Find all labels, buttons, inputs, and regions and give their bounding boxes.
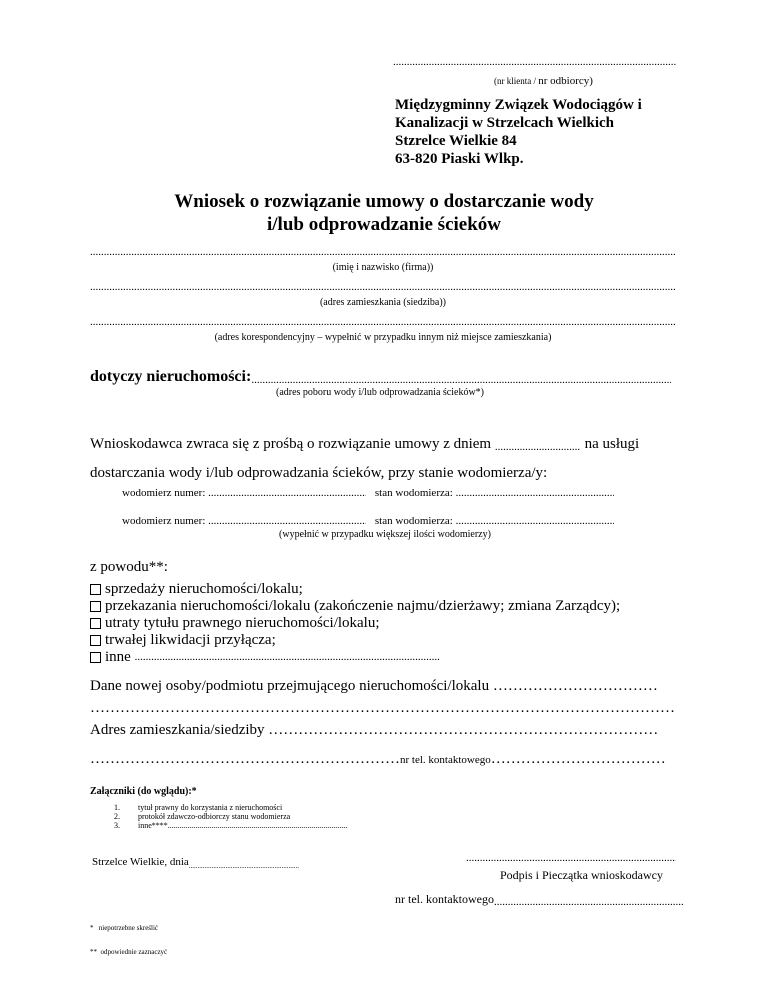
- property-label: dotyczy nieruchomości:: [90, 368, 252, 385]
- request-line-2: dostarczania wody i/lub odprowadzania ścieków, przy stanie wodomierza/y:: [90, 465, 548, 481]
- attachment-item: 3. inne****.....: [114, 821, 348, 830]
- applicant-phone-row: nr tel. kontaktowego.....: [395, 890, 684, 908]
- correspondence-field[interactable]: [90, 316, 676, 330]
- meter-state-field-1[interactable]: [456, 487, 614, 499]
- meter-state-field-2[interactable]: [456, 515, 614, 527]
- new-owner-label: Dane nowej osoby/podmiotu przejmującego nieruchomości/lokalu: [90, 678, 490, 694]
- recipient-line-2: Kanalizacji w Strzelcach Wielkich: [395, 115, 615, 131]
- reason-title-loss[interactable]: utraty tytułu prawnego nieruchomości/lokalu;: [90, 615, 620, 632]
- meter-number-field-1[interactable]: [208, 487, 366, 499]
- reasons-list: [90, 581, 620, 666]
- attachments-list: [114, 803, 348, 830]
- property-field[interactable]: [251, 374, 671, 386]
- new-owner-row-2: [90, 700, 678, 717]
- new-owner-address-field-2[interactable]: [90, 751, 400, 768]
- footnote-2: ** odpowiednie zaznaczyć: [90, 948, 168, 956]
- reason-liquidation[interactable]: trwałej likwidacji przyłącza;: [90, 632, 620, 649]
- attachment-item: 2. protokół zdawczo-odbiorczy stanu wodomierza: [114, 812, 291, 821]
- property-caption: (adres poboru wody i/lub odprowadzania ścieków*): [276, 387, 484, 398]
- meters-note: (wypełnić w przypadku większej ilości wodomierzy): [279, 529, 491, 540]
- reason-other[interactable]: inne .....: [90, 649, 620, 666]
- reason-other-field[interactable]: [135, 649, 440, 666]
- new-owner-phone-row: [90, 751, 678, 768]
- new-owner-phone-field[interactable]: [491, 751, 666, 768]
- new-owner-field[interactable]: [493, 678, 658, 695]
- request-line-1: Wnioskodawca zwraca się z prośbą o rozwiązanie umowy z dniem ..... na usługi: [90, 436, 639, 453]
- recipient-address: [395, 96, 642, 168]
- meter-number-field-2[interactable]: [208, 515, 366, 527]
- checkbox-icon[interactable]: [90, 601, 101, 612]
- new-owner-address-field[interactable]: [268, 722, 658, 739]
- recipient-line-4: 63-820 Piaski Wlkp.: [395, 151, 524, 167]
- recipient-line-3: Stzrelce Wielkie 84: [395, 133, 517, 149]
- attachments-heading: Załączniki (do wglądu):*: [90, 786, 197, 797]
- property-row: [90, 368, 676, 386]
- date-field[interactable]: [189, 862, 299, 870]
- attachment-item: 1. tytuł prawny do korzystania z nieruchomości: [114, 803, 283, 812]
- footnotes: [90, 908, 167, 964]
- meter-row-1: wodomierz numer: ..... stan wodomierza: .....: [122, 487, 614, 499]
- attachment-other-field[interactable]: [168, 821, 348, 830]
- correspondence-caption: (adres korespondencyjny – wypełnić w przypadku innym niż miejsce zamieszkania): [214, 332, 552, 343]
- checkbox-icon[interactable]: [90, 584, 101, 595]
- place-date: Strzelce Wielkie, dnia.....: [92, 852, 299, 870]
- name-field[interactable]: [90, 246, 676, 260]
- new-owner-row: [90, 678, 678, 695]
- new-owner-field-2[interactable]: [90, 700, 676, 717]
- name-caption: (imię i nazwisko (firma)): [332, 262, 434, 273]
- new-owner-address-row: [90, 722, 678, 739]
- reason-sale[interactable]: sprzedaży nieruchomości/lokalu;: [90, 581, 620, 598]
- client-number-line[interactable]: [393, 56, 676, 70]
- footnote-1: * niepotrzebne skreślić: [90, 924, 159, 932]
- applicant-phone-field[interactable]: [494, 896, 684, 908]
- page-title: Wniosek o rozwiązanie umowy o dostarczanie wody i/lub odprowadzanie ścieków: [174, 191, 594, 235]
- checkbox-icon[interactable]: [90, 635, 101, 646]
- address-field[interactable]: [90, 281, 676, 295]
- checkbox-icon[interactable]: [90, 618, 101, 629]
- signature-field[interactable]: [466, 852, 676, 866]
- termination-date-field[interactable]: [495, 441, 581, 453]
- checkbox-icon[interactable]: [90, 652, 101, 663]
- address-caption: (adres zamieszkania (siedziba)): [319, 297, 447, 308]
- reason-handover[interactable]: przekazania nieruchomości/lokalu (zakończenie najmu/dzierżawy; zmiana Zarządcy);: [90, 598, 620, 615]
- client-number-caption: (nr klienta / nr odbiorcy): [494, 75, 593, 87]
- signature-caption: Podpis i Pieczątka wnioskodawcy: [500, 868, 663, 882]
- new-owner-address-label: Adres zamieszkania/siedziby: [90, 722, 265, 738]
- new-owner-phone-label: nr tel. kontaktowego: [400, 754, 491, 766]
- meter-row-2: wodomierz numer: ..... stan wodomierza: .....: [122, 515, 614, 527]
- reasons-heading: z powodu**:: [90, 559, 168, 575]
- recipient-line-1: Międzygminny Związek Wodociągów i: [395, 97, 642, 113]
